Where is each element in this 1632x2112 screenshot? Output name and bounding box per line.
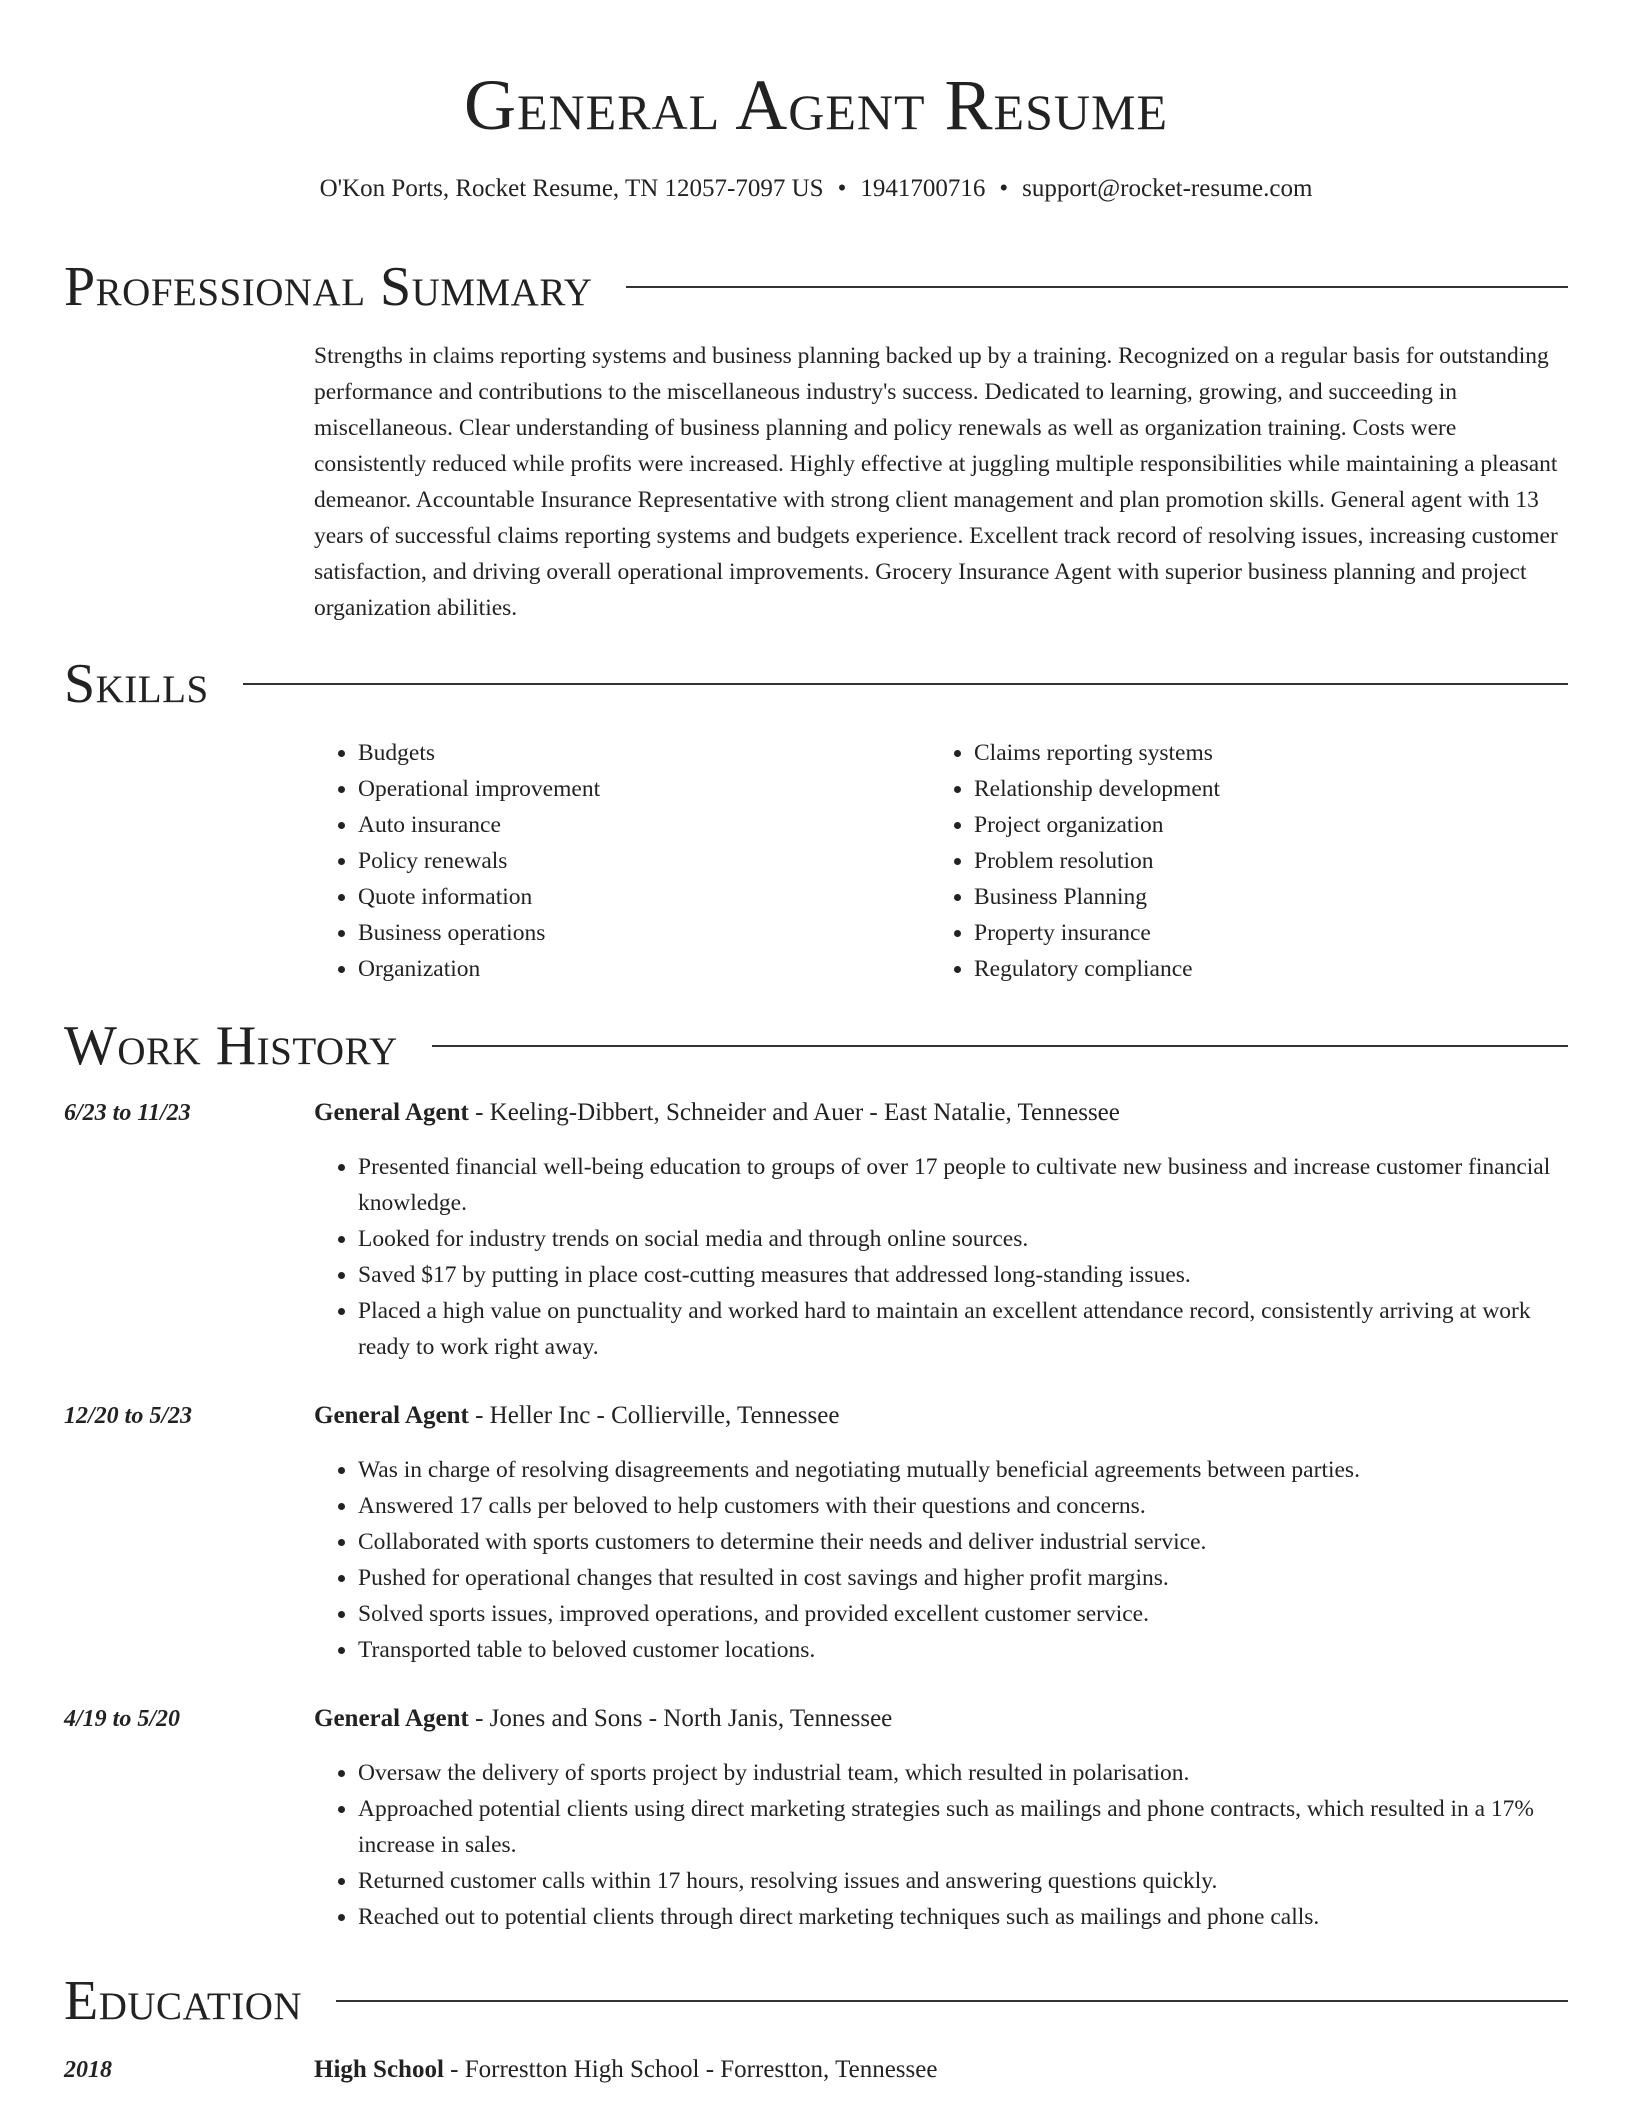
job-employer: - Jones and Sons - North Janis, Tennessee — [468, 1705, 893, 1732]
summary-paragraph: Strengths in claims reporting systems and business planning backed up by a training. Recognized on a regular basis for outstanding performance and contributions to the miscellaneous industry's success. Dedicated to learning, growing, and succeeding in miscellaneous. Clear understanding of business planning and policy renewals as well as organization training. Costs were consistently reduced while profits were increased. Highly effective at juggling multiple responsibilities while maintaining a pleasant demeanor. Accountable Insurance Representative with strong client management and plan promotion skills. General agent with 13 years of successful claims reporting systems and budgets experience. Excellent track record of resolving issues, increasing customer satisfaction, and driving overall operational improvements. Grocery Insurance Agent with superior business planning and project organization abilities. — [314, 343, 1558, 621]
job-duty: • Returned customer calls within 17 hours, resolving issues and answering questions quickly. — [358, 1863, 1570, 1899]
section-divider — [336, 2000, 1568, 2002]
job-title-line — [314, 1398, 839, 1434]
education-heading: Education — [64, 1970, 303, 2032]
skill-item: • Auto insurance — [358, 807, 930, 843]
skill-item: • Business Planning — [974, 879, 1546, 915]
job-employer: - Heller Inc - Collierville, Tennessee — [468, 1402, 840, 1429]
job-duty: • Answered 17 calls per beloved to help customers with their questions and concerns. — [358, 1488, 1570, 1524]
section-divider — [626, 286, 1568, 288]
education-degree: High School — [314, 2056, 444, 2083]
resume-title: General Agent Resume — [464, 65, 1168, 145]
job-duty: • Pushed for operational changes that resulted in cost savings and higher profit margins. — [358, 1560, 1570, 1596]
job-duty: • Transported table to beloved customer locations. — [358, 1632, 1570, 1668]
skill-item: • Property insurance — [974, 915, 1546, 951]
contact-email: support@rocket-resume.com — [1022, 175, 1313, 202]
job-duties — [314, 1452, 1570, 1668]
skill-item: • Project organization — [974, 807, 1546, 843]
section-divider — [432, 1045, 1568, 1047]
skills-column-right — [930, 735, 1546, 987]
skill-item: • Organization — [358, 951, 930, 987]
job-title: General Agent — [314, 1099, 469, 1126]
section-divider — [243, 683, 1568, 685]
skills-section-header — [64, 649, 1568, 719]
job-duties — [314, 1755, 1570, 1935]
job-title-line — [314, 1095, 1120, 1131]
job-employer: - Keeling-Dibbert, Schneider and Auer - East Natalie, Tennessee — [468, 1099, 1120, 1126]
summary-heading: Professional Summary — [64, 256, 593, 318]
skill-item: • Quote information — [358, 879, 930, 915]
work-section-header — [64, 1011, 1568, 1081]
work-heading: Work History — [64, 1015, 398, 1077]
skills-list — [314, 735, 1570, 987]
job-dates: 12/20 to 5/23 — [64, 1403, 193, 1429]
skill-item: • Operational improvement — [358, 771, 930, 807]
skills-column-left — [314, 735, 930, 987]
contact-line — [0, 172, 1632, 206]
job-duty: • Presented financial well-being education to groups of over 17 people to cultivate new business and increase customer financial knowledge. — [358, 1149, 1570, 1221]
job-duty: • Placed a high value on punctuality and worked hard to maintain an excellent attendance record, consistently arriving at work ready to work right away. — [358, 1293, 1570, 1365]
summary-section-header — [64, 252, 1568, 322]
contact-separator: • — [837, 175, 847, 202]
education-section-header — [64, 1966, 1568, 2036]
skill-item: • Regulatory compliance — [974, 951, 1546, 987]
job-dates: 4/19 to 5/20 — [64, 1706, 181, 1732]
job-duty: • Collaborated with sports customers to determine their needs and deliver industrial service. — [358, 1524, 1570, 1560]
job-title-line — [314, 1701, 892, 1737]
education-title-line — [314, 2052, 937, 2088]
education-school: - Forrestton High School - Forrestton, Tennessee — [443, 2056, 938, 2083]
job-duty: • Oversaw the delivery of sports project by industrial team, which resulted in polarisation. — [358, 1755, 1570, 1791]
job-duty: • Reached out to potential clients through direct marketing techniques such as mailings and phone calls. — [358, 1899, 1570, 1935]
job-title: General Agent — [314, 1402, 469, 1429]
skills-heading: Skills — [64, 653, 209, 715]
skill-item: • Business operations — [358, 915, 930, 951]
skill-item: • Policy renewals — [358, 843, 930, 879]
job-title: General Agent — [314, 1705, 469, 1732]
skill-item: • Budgets — [358, 735, 930, 771]
job-duty: • Solved sports issues, improved operations, and provided excellent customer service. — [358, 1596, 1570, 1632]
contact-separator: • — [999, 175, 1009, 202]
job-duties — [314, 1149, 1570, 1365]
skill-item: • Relationship development — [974, 771, 1546, 807]
education-year: 2018 — [64, 2057, 112, 2083]
job-duty: • Looked for industry trends on social media and through online sources. — [358, 1221, 1570, 1257]
contact-phone: 1941700716 — [860, 175, 986, 202]
job-duty: • Saved $17 by putting in place cost-cutting measures that addressed long-standing issues. — [358, 1257, 1570, 1293]
job-duty: • Was in charge of resolving disagreements and negotiating mutually beneficial agreements between parties. — [358, 1452, 1570, 1488]
job-duty: • Approached potential clients using direct marketing strategies such as mailings and phone contracts, which resulted in a 17% increase in sales. — [358, 1791, 1570, 1863]
contact-address: O'Kon Ports, Rocket Resume, TN 12057-7097 US — [319, 175, 824, 202]
skill-item: • Claims reporting systems — [974, 735, 1546, 771]
job-dates: 6/23 to 11/23 — [64, 1100, 191, 1126]
skill-item: • Problem resolution — [974, 843, 1546, 879]
